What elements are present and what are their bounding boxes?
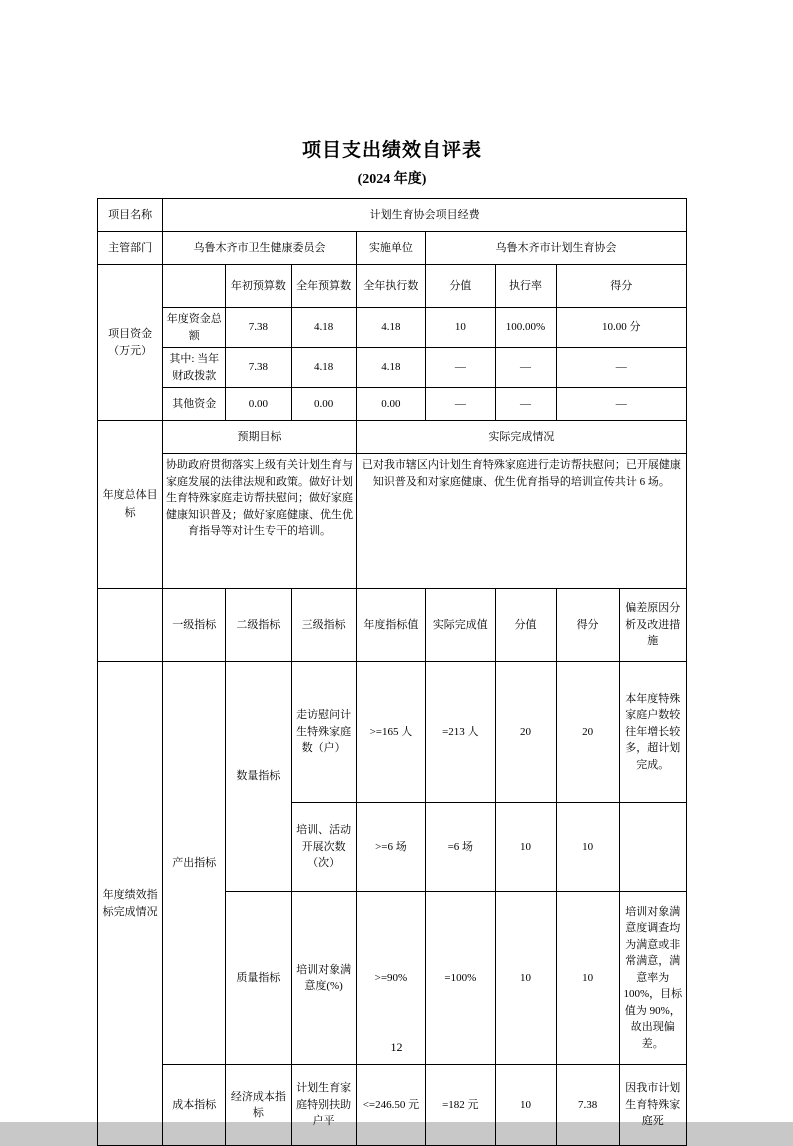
fund-row-begin: 0.00	[226, 388, 291, 421]
funds-label	[98, 265, 163, 421]
fund-row-begin: 7.38	[226, 348, 291, 388]
indicator-level3: 培训、活动开展次数（次）	[291, 803, 356, 892]
indicator-col-annual: 年度指标值	[356, 589, 425, 662]
page-title: 项目支出绩效自评表	[301, 140, 482, 161]
project-name-value: 计划生育协会项目经费	[163, 199, 687, 232]
table-row	[98, 454, 687, 589]
indicator-actual: =213 人	[426, 662, 495, 803]
funds-label-line1: 项目资金	[108, 328, 153, 340]
project-name-label: 项目名称	[98, 199, 163, 232]
indicator-score: 20	[556, 662, 619, 803]
fund-row-score: —	[556, 348, 686, 388]
fund-row-score-value: 10	[426, 308, 495, 348]
indicator-col-level3: 三级指标	[291, 589, 356, 662]
indicator-col-level1: 一级指标	[163, 589, 226, 662]
indicator-actual: =182 元	[426, 1065, 495, 1146]
indicator-col-level2: 二级指标	[226, 589, 291, 662]
indicator-level2: 数量指标	[226, 662, 291, 892]
fund-row-begin: 7.38	[226, 308, 291, 348]
indicator-level2: 经济成本指标	[226, 1065, 291, 1146]
indicator-score: 7.38	[556, 1065, 619, 1146]
document-content	[97, 135, 687, 1146]
indicator-level3: 计划生育家庭特别扶助户平	[291, 1065, 356, 1146]
indicator-annual: >=165 人	[356, 662, 425, 803]
table-row	[98, 589, 687, 662]
indicator-deviation: 培训对象满意度调查均为满意或非常满意，满意率为 100%，目标值为 90%，故出现偏差。	[619, 892, 686, 1065]
funds-blank	[163, 265, 226, 308]
table-row	[98, 348, 687, 388]
col-year-budget: 全年预算数	[291, 265, 356, 308]
dept-label: 主管部门	[98, 232, 163, 265]
indicator-col-score-value: 分值	[495, 589, 556, 662]
expect-target-header: 预期目标	[163, 421, 357, 454]
indicator-score: 10	[556, 803, 619, 892]
actual-header: 实际完成情况	[356, 421, 686, 454]
fund-row-exec: 4.18	[356, 308, 425, 348]
table-row	[98, 199, 687, 232]
annual-goal-expect: 协助政府贯彻落实上级有关计划生育与家庭发展的法律法规和政策。做好计划生育特殊家庭走访帮扶慰问；做好家庭健康知识普及；做好家庭健康、优生优育指导等对计生专干的培训。	[163, 454, 357, 589]
fund-row-budget: 4.18	[291, 308, 356, 348]
perf-label: 年度绩效指标完成情况	[98, 662, 163, 1146]
table-row	[98, 388, 687, 421]
indicator-level3: 走访慰问计生特殊家庭数（户）	[291, 662, 356, 803]
annual-goal-label	[98, 421, 163, 589]
annual-goal-label-text: 年度总体目标	[102, 488, 158, 519]
indicator-deviation: 本年度特殊家庭户数较往年增长较多，超计划完成。	[619, 662, 686, 803]
dept-value: 乌鲁木齐市卫生健康委员会	[163, 232, 357, 265]
col-score: 得分	[556, 265, 686, 308]
indicator-score: 10	[556, 892, 619, 1065]
indicator-level1: 产出指标	[163, 662, 226, 1065]
table-row	[98, 1065, 687, 1146]
fund-row-exec: 4.18	[356, 348, 425, 388]
fund-row-rate: 100.00%	[495, 308, 556, 348]
funds-label-line2: （万元）	[108, 344, 153, 357]
indicator-annual: >=90%	[356, 892, 425, 1065]
performance-table	[97, 198, 687, 1146]
annual-goal-actual: 已对我市辖区内计划生育特殊家庭进行走访帮扶慰问；已开展健康知识普及和对家庭健康、优生优育指导的培训宣传共计 6 场。	[356, 454, 686, 589]
indicator-deviation: 因我市计划生育特殊家庭死	[619, 1065, 686, 1146]
fund-row-budget: 0.00	[291, 388, 356, 421]
fund-row-score: —	[556, 388, 686, 421]
col-score-value: 分值	[426, 265, 495, 308]
fund-row-score-value: —	[426, 348, 495, 388]
col-exec-rate: 执行率	[495, 265, 556, 308]
fund-row-budget: 4.18	[291, 348, 356, 388]
fund-row-name: 其他资金	[163, 388, 226, 421]
table-row	[98, 232, 687, 265]
page-subtitle: (2024 年度)	[357, 172, 427, 187]
indicator-col-score: 得分	[556, 589, 619, 662]
col-begin-budget: 年初预算数	[226, 265, 291, 308]
indicator-score-value: 10	[495, 892, 556, 1065]
fund-row-rate: —	[495, 388, 556, 421]
indicator-annual: <=246.50 元	[356, 1065, 425, 1146]
fund-row-name: 其中: 当年财政拨款	[163, 348, 226, 388]
indicator-score-value: 10	[495, 803, 556, 892]
indicator-level2: 质量指标	[226, 892, 291, 1065]
fund-row-name: 年度资金总额	[163, 308, 226, 348]
indicator-actual: =6 场	[426, 803, 495, 892]
indicator-actual: =100%	[426, 892, 495, 1065]
indicator-score-value: 20	[495, 662, 556, 803]
col-year-exec: 全年执行数	[356, 265, 425, 308]
indicator-score-value: 10	[495, 1065, 556, 1146]
indicator-col-deviation: 偏差原因分析及改进措施	[619, 589, 686, 662]
unit-label: 实施单位	[356, 232, 425, 265]
fund-row-rate: —	[495, 348, 556, 388]
indicator-annual: >=6 场	[356, 803, 425, 892]
table-row	[98, 265, 687, 308]
page-number: 12	[390, 1040, 403, 1054]
fund-row-exec: 0.00	[356, 388, 425, 421]
indicator-deviation	[619, 803, 686, 892]
fund-row-score: 10.00 分	[556, 308, 686, 348]
indicator-corner-blank	[98, 589, 163, 662]
unit-value: 乌鲁木齐市计划生育协会	[426, 232, 687, 265]
indicator-col-actual: 实际完成值	[426, 589, 495, 662]
indicator-level3: 培训对象满意度(%)	[291, 892, 356, 1065]
fund-row-score-value: —	[426, 388, 495, 421]
table-row	[98, 421, 687, 454]
table-row	[98, 308, 687, 348]
table-row	[98, 662, 687, 803]
indicator-level1: 成本指标	[163, 1065, 226, 1146]
